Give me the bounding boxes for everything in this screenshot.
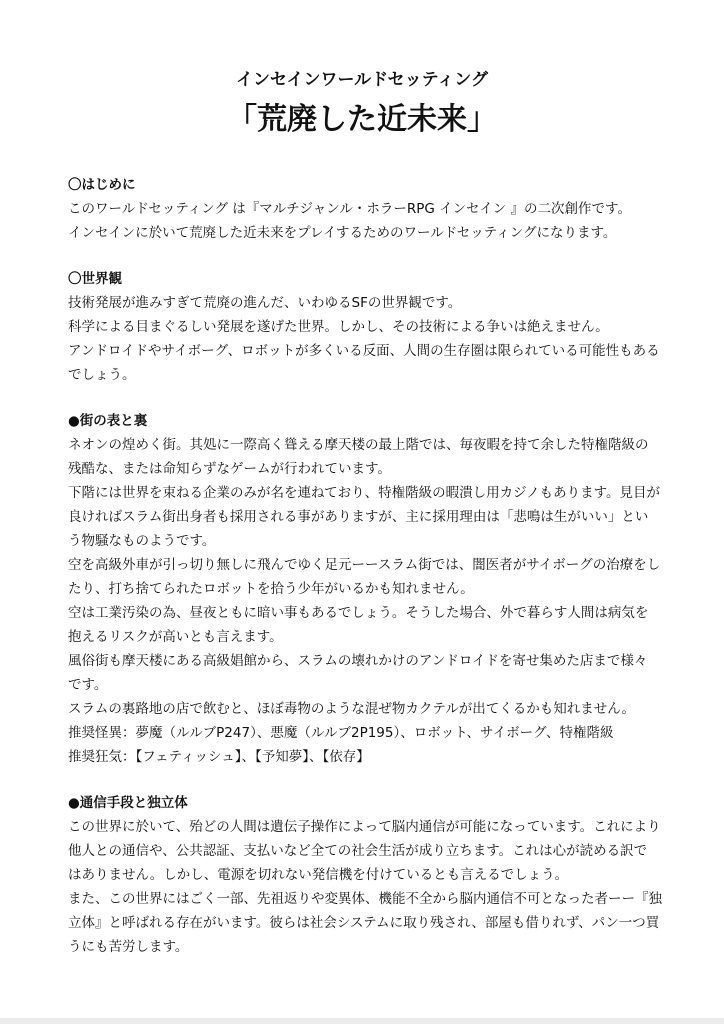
section-city xyxy=(68,409,668,769)
section-heading: 〇はじめに xyxy=(68,177,136,193)
document-title: 「荒廃した近未来」 xyxy=(227,102,497,137)
paragraph-line: でしょう。 xyxy=(68,367,136,383)
section-communication xyxy=(68,791,668,959)
recommended-anomalies: 推奨怪異：夢魔（ルルブP247）、悪魔（ルルブ2P195）、ロボット、サイボーグ、特権階級 xyxy=(68,725,614,741)
paragraph-line: この世界に於いて、殆どの人間は遺伝子操作によって脳内通信が可能になっています。これにより xyxy=(68,819,661,835)
page-bottom-edge xyxy=(0,1018,724,1024)
paragraph-line: 下階には世界を束ねる企業のみが名を連ねており、特権階級の暇潰し用カジノもあります。見目が xyxy=(68,485,661,501)
paragraph-line: このワールドセッティング は『マルチジャンル・ホラーRPG インセイン 』の二次創作です。 xyxy=(68,201,631,217)
paragraph-line: また、この世界にはごく一部、先祖返りや変異体、機能不全から脳内通信不可となった者ーー『独 xyxy=(68,891,662,907)
section-heading: ●通信手段と独立体 xyxy=(68,795,188,811)
paragraph-line: です。 xyxy=(68,677,108,693)
document-subtitle: インセインワールドセッティング xyxy=(236,70,488,90)
paragraph-line: はありません。しかし、電源を切れない発信機を付けているとも言えるでしょう。 xyxy=(68,867,569,883)
paragraph-line: 残酷な、または命知らずなゲームが行われています。 xyxy=(68,461,391,477)
paragraph-line: 立体』と呼ばれる存在がいます。彼らは社会システムに取り残され、部屋も借りれず、パン一つ買 xyxy=(68,915,660,931)
paragraph-line: ネオンの煌めく街。其処に一際高く聳える摩天楼の最上階では、毎夜暇を持て余した特権階級の xyxy=(68,437,649,453)
paragraph-line: 良ければスラム街出身者も採用される事がありますが、主に採用理由は「悲鳴は生がいい」とい xyxy=(68,509,649,525)
paragraph-line: 技術発展が進みすぎて荒廃の進んだ、いわゆるSFの世界観です。 xyxy=(68,295,462,311)
paragraph-line: 空は工業汚染の為、昼夜ともに暗い事もあるでしょう。そうした場合、外で暮らす人間は病気を xyxy=(68,605,649,621)
section-heading: ●街の表と裏 xyxy=(68,413,148,429)
section-world xyxy=(68,267,668,387)
paragraph-line: 科学による目まぐるしい発展を遂げた世界。しかし、その技術による争いは絶えません。 xyxy=(68,319,609,335)
paragraph-line: う物騒なものようです。 xyxy=(68,533,216,549)
paragraph-line: 抱えるリスクが高いとも言えます。 xyxy=(68,629,283,645)
paragraph-line: インセインに於いて荒廃した近未来をプレイするためのワールドセッティングになります。 xyxy=(68,225,617,241)
paragraph-line: 他人との通信や、公共認証、支払いなど全ての社会生活が成り立ちます。これは心が読める訳で xyxy=(68,843,648,859)
paragraph-line: うにも苦労します。 xyxy=(68,939,189,955)
paragraph-line: アンドロイドやサイボーグ、ロボットが多くいる反面、人間の生存圏は限られている可能性もある xyxy=(68,343,660,359)
paragraph-line: 風俗街も摩天楼にある高級娼館から、スラムの壊れかけのアンドロイドを寄せ集めた店まで様々 xyxy=(68,653,648,669)
section-intro xyxy=(68,173,668,245)
section-heading: 〇世界観 xyxy=(68,271,122,287)
paragraph-line: たり、打ち捨てられたロボットを拾う少年がいるかも知れません。 xyxy=(68,581,474,597)
paragraph-line: スラムの裏路地の店で飲むと、ほぼ毒物のような混ぜ物カクテルが出てくるかも知れません。 xyxy=(68,701,635,717)
document-body xyxy=(68,173,668,981)
paragraph-line: 空を高級外車が引っ切り無しに飛んでゆく足元ーースラム街では、闇医者がサイボーグの治療をし xyxy=(68,557,661,573)
recommended-madness: 推奨狂気：【フェティッシュ】、【予知夢】、【依存】 xyxy=(68,749,370,765)
